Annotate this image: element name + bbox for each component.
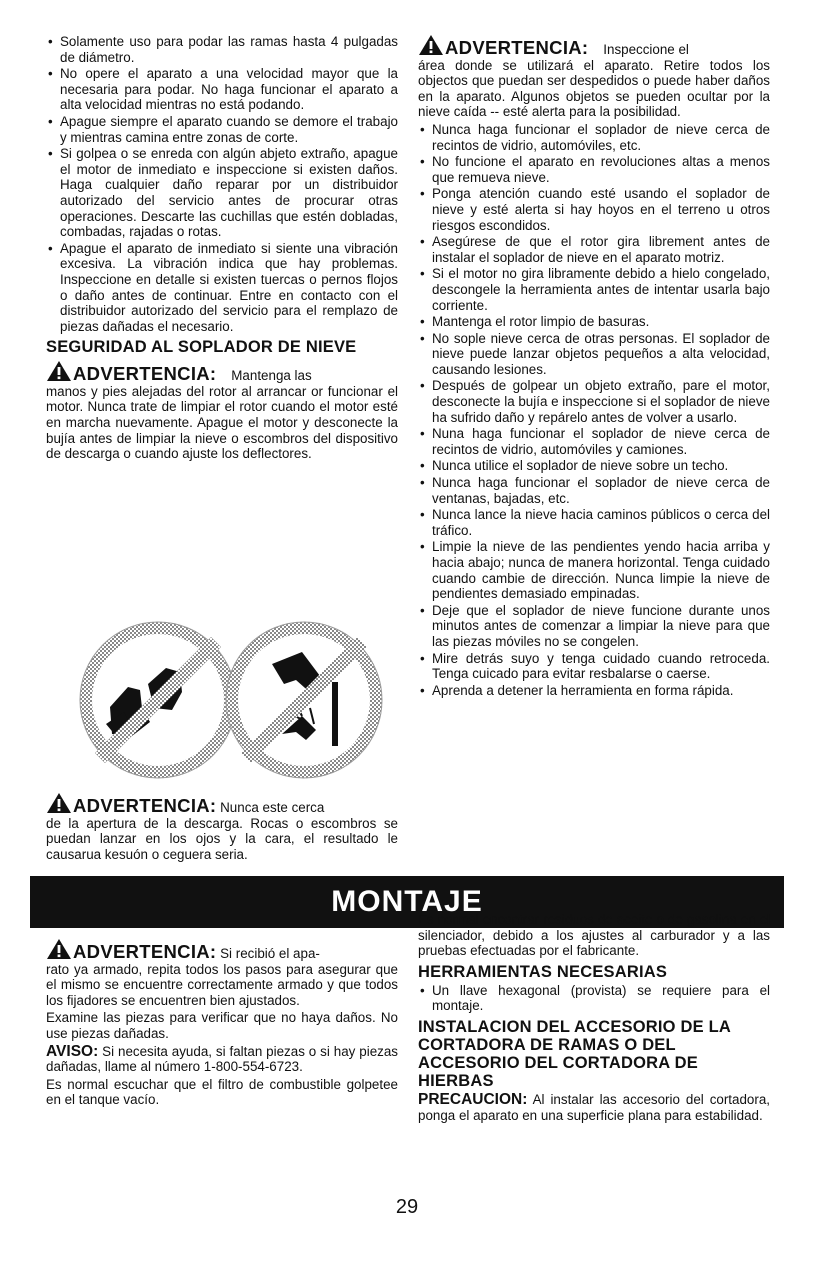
caution-label: PRECAUCION: (418, 1090, 528, 1108)
paragraph-oil-residue: Es normal encontrar residuos de aceite o de gasolina en el silenciador, debido a los ajustes al carburador y a las pruebas efectuadas por el fabricante. (418, 912, 770, 959)
warning-text: área donde se utilizará el aparato. Retire todos los objectos que puedan ser despedidos o puede haber daños en la aparato. Algunos objetos se pueden ocultar por la nieve caída -- esté alerta para la posibilidad. (418, 57, 770, 120)
warning-intro: Mantenga las (231, 368, 312, 384)
list-item: • Nunca lance la nieve hacia caminos públicos o cerca del tráfico. (418, 507, 770, 538)
left-column-top (46, 34, 398, 464)
warning-triangle-icon (418, 34, 444, 56)
list-item: • Nunca haga funcionar el soplador de nieve cerca de ventanas, bajadas, etc. (418, 475, 770, 506)
list-item: • Apague siempre el aparato cuando se demore el trabajo y mientras camina entre zonas de corte. (46, 114, 398, 145)
tools-list (418, 983, 770, 1014)
paragraph-examine-parts: Examine las piezas para verificar que no haya daños. No use piezas dañadas. (46, 1010, 398, 1041)
right-column-bottom (418, 912, 770, 1125)
list-item: • Deje que el soplador de nieve funcione durante unos minutos antes de comenzar a limpiar la nieve para que las piezas móviles no se congelen. (418, 603, 770, 650)
warning-text: de la apertura de la descarga. Rocas o escombros se puedan lanzar en los ojos y la cara, el resultado le causarua kesuón o ceguera seria. (46, 815, 398, 862)
warning-intro: Inspeccione el (603, 42, 689, 57)
warning-label: ADVERTENCIA: (73, 795, 217, 816)
list-item: • Apague el aparato de inmediato si siente una vibración excesiva. La vibración indica que hay problemas. Inspeccione en detalle si existen tuercas o pernos flojos o daño antes de continuar. Entre en contacto con el distribuidor autorizado del servicio para el remplazo de piezas dañadas el necesario. (46, 241, 398, 335)
list-item: • Después de golpear un objeto extraño, pare el motor, desconecte la bujía e inspeccione si el soplador de nieve ha sufrido daño y repárelo antes de volver a usarlo. (418, 378, 770, 425)
section-heading-snow-blower: SEGURIDAD AL SOPLADOR DE NIEVE (46, 338, 357, 357)
list-item: • Limpie la nieve de las pendientes yendo hacia arriba y hacia abajo; nunca de manera horizontal. Tenga cuidado cuando cambie de dirección. Nunca limpie la nieve de pendientes demasiado empinadas. (418, 539, 770, 601)
warning-label: ADVERTENCIA: (73, 941, 217, 962)
left-column-bottom (46, 938, 398, 1110)
warning-label: ADVERTENCIA: (445, 37, 589, 58)
list-item: • No funcione el aparato en revoluciones altas a menos que remueva nieve. (418, 154, 770, 185)
warning-triangle-icon (46, 792, 72, 814)
warning-triangle-icon (46, 938, 72, 960)
list-item: • Solamente uso para podar las ramas hasta 4 pulgadas de diámetro. (46, 34, 398, 65)
snow-blower-safety-list (418, 122, 770, 698)
warning-intro: Nunca este cerca (220, 800, 325, 815)
list-item: • Nuna haga funcionar el soplador de nieve cerca de recintos de vidrio, automóviles y camiones. (418, 426, 770, 457)
list-item: • No opere el aparato a una velocidad mayor que la necesaria para podar. No haga funcionar el aparato a alta velocidad mientras no está podando. (46, 66, 398, 113)
list-item: • Aprenda a detener la herramienta en forma rápida. (418, 683, 770, 699)
right-column-top (418, 34, 770, 699)
warning-block-preassembled (46, 938, 398, 1008)
caution-block (418, 1092, 770, 1123)
list-item: • Ponga atención cuando esté usando el soplador de nieve y esté alerta si hay hoyos en el terreno u otros riesgos escondidos. (418, 186, 770, 233)
notice-block (46, 1044, 398, 1075)
list-item: • Mire detrás suyo y tenga cuidado cuando retroceda. Tenga cuicado para evitar resbalarse o caerse. (418, 651, 770, 682)
heading-accessory-installation: INSTALACION DEL ACCESORIO DE LA CORTADORA DE RAMAS O DEL ACCESORIO DEL CORTADORA DE HIERBAS (418, 1017, 731, 1090)
warning-text: rato ya armado, repita todos los pasos para asegurar que el mismo se encuentre correctamente armado y que todos los fijadores se encuentren bien ajustados. (46, 961, 398, 1008)
list-item: • Si golpea o se enreda con algún abjeto extraño, apague el motor de inmediato e inspeccione si existen daños. Haga cualquier daño reparar por un distribuidor autorizado del servicio antes de procurar otras operaciones. Descarte las cuchillas que estén dobladas, combadas, rajadas o rotas. (46, 146, 398, 240)
safety-prohibition-figure (70, 612, 390, 786)
list-item: • Nunca utilice el soplador de nieve sobre un techo. (418, 458, 770, 474)
no-hands-icon (226, 622, 382, 778)
list-item: • No sople nieve cerca de otras personas. El soplador de nieve puede lanzar objetos pequeños a alta velocidad, causando lesiones. (418, 331, 770, 378)
paragraph-fuel-filter: Es normal escuchar que el filtro de combustible golpetee en el tanque vacío. (46, 1076, 398, 1108)
page-number: 29 (395, 1196, 419, 1218)
section-banner-montaje: MONTAJE (30, 876, 784, 928)
notice-text: Si necesita ayuda, si faltan piezas o si hay piezas dañadas, llame al número 1-800-554-6723. (46, 1043, 398, 1075)
list-item: • Nunca haga funcionar el soplador de nieve cerca de recintos de vidrio, automóviles, etc. (418, 122, 770, 153)
no-feet-icon (80, 622, 236, 778)
list-item: • Mantenga el rotor limpio de basuras. (418, 314, 770, 330)
warning-block-inspect-area (418, 34, 770, 120)
list-item: • Si el motor no gira libramente debido a hielo congelado, descongele la herramienta antes de intentar usarla bajo corriente. (418, 266, 770, 313)
warning-text: manos y pies alejadas del rotor al arrancar or funcionar el motor. Nunca trate de limpiar el rotor cuando el motor esté en marcha nuevamente. Apague el motor y desconecte la bujía antes de limpiar la nieve o escombros del dispositivo de descarga o cuando ajuste los deflectores. (46, 383, 398, 462)
warning-block-discharge (46, 792, 398, 864)
warning-label: ADVERTENCIA: (73, 363, 217, 385)
warning-block-hands-feet (46, 360, 398, 462)
notice-label: AVISO: (46, 1042, 99, 1060)
pruning-safety-list (46, 34, 398, 334)
warning-triangle-icon (46, 360, 72, 382)
caution-text: Al instalar las accesorio del cortadora, ponga el aparato en una superficie plana para estabilidad. (418, 1091, 771, 1123)
warning-intro: Si recibió el apa- (220, 946, 320, 961)
list-item: • Asegúrese de que el rotor gira librement antes de instalar el soplador de nieve en el aparato motriz. (418, 234, 770, 265)
heading-required-tools: HERRAMIENTAS NECESARIAS (418, 962, 668, 981)
list-item: • Un llave hexagonal (provista) se requiere para el montaje. (418, 983, 770, 1014)
